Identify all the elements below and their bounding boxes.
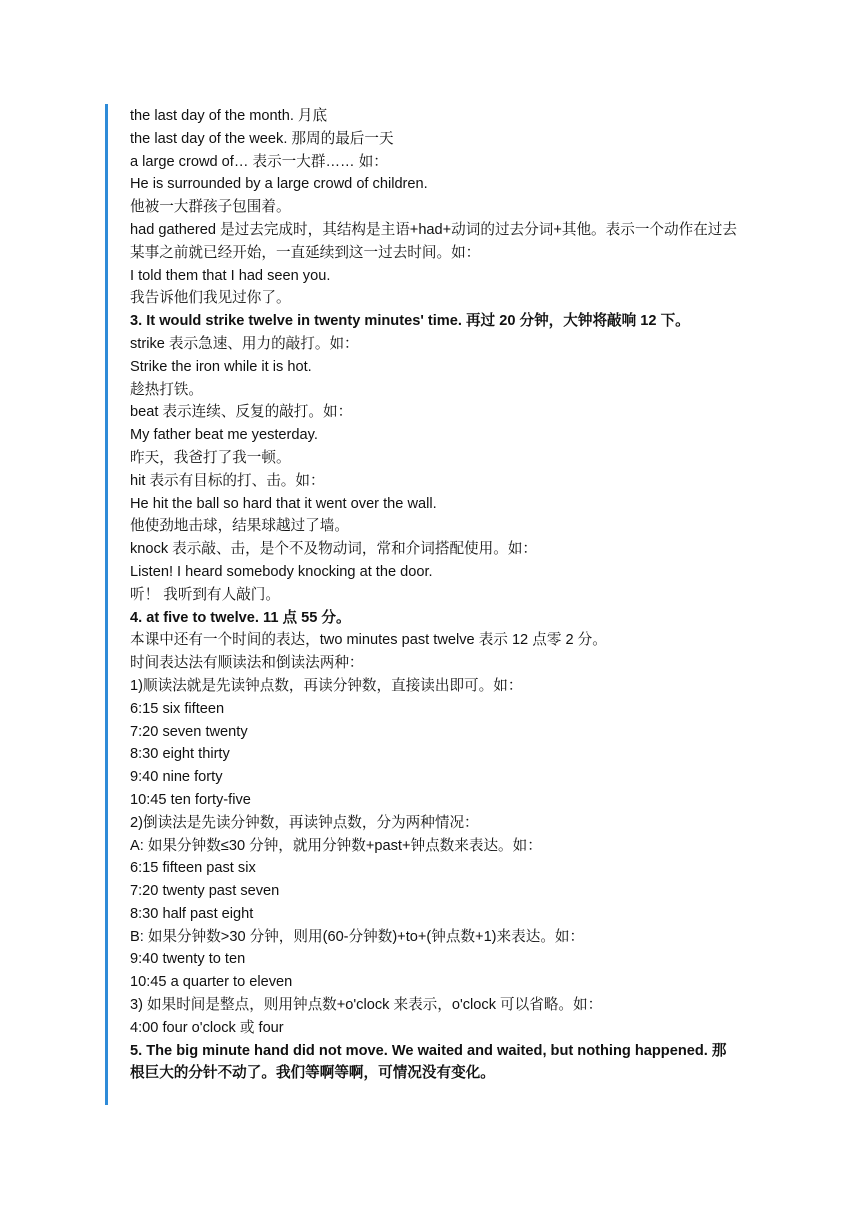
text-line: Listen! I heard somebody knocking at the door. [130,563,433,580]
section-heading: 5. The big minute hand did not move. We waited and waited, but nothing happened. 那根巨大的分针不动了。我们等啊等啊，可情况没有变化。 [130,1042,727,1082]
text-line: 本课中还有一个时间的表达，two minutes past twelve 表示 12 点零 2 分。 [130,632,607,649]
text-line: 9:40 twenty to ten [130,951,246,968]
text-line: 4:00 four o'clock 或 four [130,1019,284,1036]
text-line: knock 表示敲、击，是个不及物动词，常和介词搭配使用。如： [130,541,538,558]
text-line: 6:15 fifteen past six [130,860,256,877]
text-line: 9:40 nine forty [130,769,223,786]
text-line: 他被一大群孩子包围着。 [130,199,291,216]
left-margin-bar [105,104,108,1105]
text-line: 趁热打铁。 [130,381,203,398]
text-line: My father beat me yesterday. [130,427,318,444]
text-line: a large crowd of… 表示一大群…… 如： [130,153,388,170]
text-line: 1)顺读法就是先读钟点数，再读分钟数，直接读出即可。如： [130,677,523,694]
text-line: He hit the ball so hard that it went over the wall. [130,495,437,512]
section-heading: 3. It would strike twelve in twenty minutes' time. 再过 20 分钟，大钟将敲响 12 下。 [130,313,690,330]
text-line: 10:45 ten forty-five [130,791,251,808]
text-line: 我告诉他们我见过你了。 [130,290,291,307]
text-line: 6:15 six fifteen [130,700,225,717]
text-line: 昨天，我爸打了我一顿。 [130,449,291,466]
text-line: 他使劲地击球，结果球越过了墙。 [130,518,349,535]
text-line: 7:20 twenty past seven [130,883,280,900]
text-line: B: 如果分钟数>30 分钟，则用(60-分钟数)+to+(钟点数+1)来表达。如： [130,928,585,945]
text-line: beat 表示连续、反复的敲打。如： [130,404,353,421]
text-line: 8:30 eight thirty [130,746,230,763]
text-line: 3) 如果时间是整点，则用钟点数+o'clock 来表示，o'clock 可以省略。如： [130,997,603,1014]
section-heading: 4. at five to twelve. 11 点 55 分。 [130,609,351,626]
text-line: 8:30 half past eight [130,905,254,922]
text-line: 10:45 a quarter to eleven [130,974,293,991]
text-line: had gathered 是过去完成时，其结构是主语+had+动词的过去分词+其他。表示一个动作在过去某事之前就已经开始，一直延续到这一过去时间。如： [130,221,737,261]
text-line: the last day of the week. 那周的最后一天 [130,130,394,147]
text-line: I told them that I had seen you. [130,267,331,284]
text-line: He is surrounded by a large crowd of children. [130,176,428,193]
document-body [130,105,740,1085]
text-line: hit 表示有目标的打、击。如： [130,472,325,489]
text-line: 2)倒读法是先读分钟数，再读钟点数，分为两种情况： [130,814,479,831]
text-line: strike 表示急速、用力的敲打。如： [130,335,359,352]
text-line: 听！ 我听到有人敲门。 [130,586,280,603]
text-line: A: 如果分钟数≤30 分钟，就用分钟数+past+钟点数来表达。如： [130,837,542,854]
text-line: 时间表达法有顺读法和倒读法两种： [130,655,364,672]
text-line: Strike the iron while it is hot. [130,358,312,375]
text-line: 7:20 seven twenty [130,723,248,740]
text-line: the last day of the month. 月底 [130,108,328,124]
